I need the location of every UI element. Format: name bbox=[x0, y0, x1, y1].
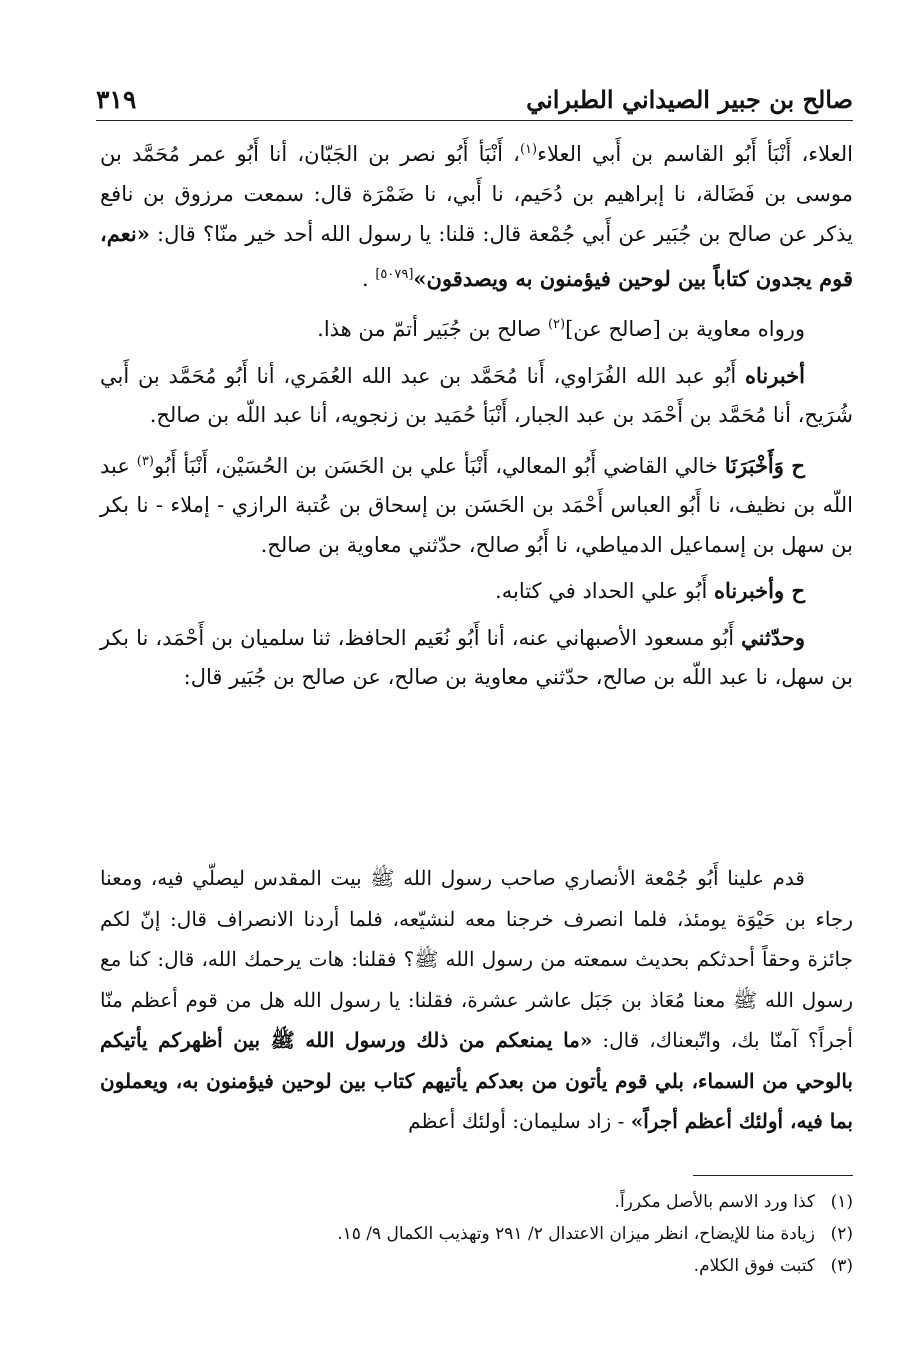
footnote-marker-1: (١) bbox=[519, 142, 538, 157]
text-segment: صالح بن جُبَير أتمّ من هذا. bbox=[317, 317, 548, 341]
footnote-number: (١) bbox=[830, 1192, 853, 1212]
main-text bbox=[100, 130, 853, 704]
hadith-number: [٥٠٧٩] bbox=[375, 266, 414, 282]
isnad-lead: أخبرناه bbox=[745, 362, 805, 388]
footnote-text: كذا ورد الاسم بالأصل مكرراً. bbox=[614, 1192, 815, 1212]
footnote-1 bbox=[100, 1186, 853, 1218]
paragraph-1 bbox=[100, 130, 853, 299]
page-number: ٣١٩ bbox=[96, 85, 137, 114]
text-segment: - زاد سليمان: أولئك أعظم bbox=[408, 1109, 631, 1133]
text-segment: أَبُو علي الحداد في كتابه. bbox=[495, 579, 714, 603]
narration-paragraph bbox=[100, 858, 853, 1142]
footnote-text: زيادة منا للإيضاح، انظر ميزان الاعتدال ٢/ ٢٩١ وتهذيب الكمال ٩/ ١٥. bbox=[337, 1224, 815, 1244]
hadith-quote: «نعم، قوم يجدون كتاباً بين لوحين فيؤمنون به ويصدقون» bbox=[100, 221, 853, 291]
text-segment: أَبُو عبد الله الفُرَاوي، أَنا مُحَمَّد بن عبد الله العُمَري، أنا أَبُو مُحَمَّد بن أَبي شُرَيح، أنا مُحَمَّد بن أَحْمَد بن عبد الجبار، أَنْبَأ حُمَيد بن زنجويه، أنا عبد اللّه بن صالح. bbox=[100, 363, 853, 427]
text-segment: عبد اللّه بن نظيف، نا أَبُو العباس أَحْمَد بن الحَسَن بن إسحاق بن عُتبة الرازي - إملاء - نا بكر بن سهل بن إسماعيل الدمياطي، نا أَبُو صالح، حدّثني معاوية بن صالح. bbox=[100, 453, 853, 557]
paragraph-6 bbox=[100, 618, 853, 698]
paragraph-2 bbox=[100, 305, 853, 350]
footnote-number: (٣) bbox=[830, 1256, 853, 1276]
footnote-marker-3: (٣) bbox=[136, 453, 154, 469]
footnote-divider bbox=[693, 1175, 853, 1176]
paragraph-4 bbox=[100, 442, 853, 566]
text-segment: خالي القاضي أَبُو المعالي، أَنْبَأ علي بن الحَسَن بن الحُسَيْن، أَنْبَأ أَبُو bbox=[153, 453, 725, 478]
page-header bbox=[96, 70, 853, 121]
text-segment: أَبُو مسعود الأصبهاني عنه، أنا أَبُو نُعَيم الحافظ، ثنا سلميان بن أَحْمَد، نا بكر بن سهل، نا عبد اللّه بن صالح، حدّثني معاوية بن صالح، عن صالح بن جُبَير قال: bbox=[100, 625, 853, 689]
text-segment: قدم علينا أَبُو جُمْعة الأنصاري صاحب رسول الله ﷺ بيت المقدس ليصلّي فيه، ومعنا رجاء بن حَيْوَة يومئذ، فلما انصرف خرجنا معه لنشيّعه، فلما أردنا الانصراف قال: إنّ لكم جائزة وحقاً أحدثكم بحديث سمعته من رسول الله ﷺ؟ فقلنا: هات يرحمك الله، قال: كنا مع رسول الله ﷺ معنا مُعَاذ بن جَبَل عاشر عشرة، فقلنا: يا رسول الله هل من قوم أعظم منّا أجراً؟ آمنّا بك، واتّبعناك، قال: bbox=[100, 866, 853, 1052]
isnad-lead: ح وأخبرناه bbox=[714, 578, 805, 603]
hadith-quote: «ما يمنعكم من ذلك ورسول الله ﷺ بين أظهركم يأتيكم بالوحي من السماء، بلي قوم يأتون من بعدكم يأتيهم كتاب بين لوحين فيؤمنون به، ويعملون بما فيه، أولئك أعظم أجراً» bbox=[100, 1028, 853, 1133]
footnote-text: كتبت فوق الكلام. bbox=[693, 1256, 815, 1276]
paragraph-5 bbox=[100, 571, 853, 612]
footnote-marker-2: (٢) bbox=[547, 317, 566, 332]
paragraph-3 bbox=[100, 356, 853, 436]
isnad-lead: ح وَأَخْبَرَنَا bbox=[724, 452, 805, 478]
text-segment: ، أَنْبَأ أَبُو نصر بن الجَبّان، أنا أَبُو عمر مُحَمَّد بن موسى بن فَضَالة، نا إبراهيم بن دُحَيم، نا أَبي، نا ضَمْرَة قال: سمعت مرزوق بن نافع يذكر عن صالح بن جُبَير عن أَبي جُمْعة قال: قلنا: يا رسول الله أحد خير منّا؟ قال: bbox=[100, 142, 853, 246]
text-segment: ورواه معاوية بن [صالح عن] bbox=[565, 317, 805, 341]
footnotes bbox=[100, 1186, 853, 1282]
text-segment: العلاء، أَنْبَأ أَبُو القاسم بن أَبي العلاء bbox=[537, 142, 853, 166]
footnote-number: (٢) bbox=[830, 1224, 853, 1244]
narration-block bbox=[100, 858, 853, 1142]
running-title: صالح بن جبير الصيداني الطبراني bbox=[526, 85, 853, 114]
text-segment: . bbox=[361, 266, 369, 291]
footnote-3 bbox=[100, 1250, 853, 1282]
isnad-lead: وحدّثني bbox=[741, 624, 805, 650]
footnote-2 bbox=[100, 1218, 853, 1250]
